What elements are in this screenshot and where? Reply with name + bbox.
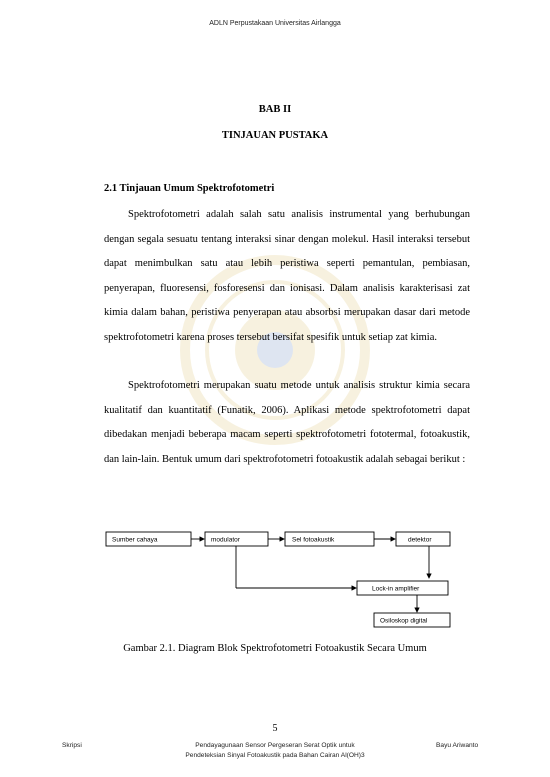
box-sumber-cahaya-label: Sumber cahaya <box>112 536 158 544</box>
box-lock-in-amplifier-label: Lock-in amplifier <box>372 585 420 593</box>
box-modulator-label: modulator <box>211 536 240 544</box>
box-modulator <box>205 532 268 546</box>
footer-center-line2: Pendeteksian Sinyal Fotoakustik pada Bahan Cairan Al(OH)3 <box>185 752 365 759</box>
section-heading: 2.1 Tinjauan Umum Spektrofotometri <box>104 183 275 194</box>
box-detektor <box>396 532 450 546</box>
box-sel-fotoakustik-label: Sel fotoakustik <box>292 536 335 544</box>
block-diagram <box>104 528 454 638</box>
chapter-label: BAB II <box>258 104 292 115</box>
footer-left: Skripsi <box>62 742 82 749</box>
box-osiloskop-digital <box>374 613 450 627</box>
footer-center-line1: Pendayagunaan Sensor Pergeseran Serat Optik untuk <box>195 742 355 749</box>
box-lock-in-amplifier <box>357 581 448 595</box>
page-header: ADLN Perpustakaan Universitas Airlangga <box>209 20 341 27</box>
footer-right: Bayu Ariwanto <box>436 742 479 749</box>
paragraph-1: Spektrofotometri adalah salah satu analisis instrumental yang berhubungan dengan segala sesuatu tentang interaksi sinar dengan molekul. Hasil interaksi tersebut dapat menimbulkan satu atau lebih peristiwa seperti pemantulan, pembiasan, penyerapan, fluoresensi, fosforesensi dan ionisasi. Dalam analisis karakterisasi zat kimia dalam bahan, peristiwa penyerapan atau absorbsi merupakan dasar dari metode spektrofotometri karena proses tersebut bersifat spesifik untuk setiap zat kimia. <box>104 209 470 343</box>
box-sumber-cahaya <box>106 532 191 546</box>
box-sel-fotoakustik <box>285 532 374 546</box>
box-detektor-label: detektor <box>408 536 432 544</box>
chapter-title: TINJAUAN PUSTAKA <box>221 130 329 141</box>
figure-caption: Gambar 2.1. Diagram Blok Spektrofotometri Fotoakustik Secara Umum <box>123 643 427 654</box>
paragraph-2: Spektrofotometri merupakan suatu metode untuk analisis struktur kimia secara kualitatif dan kuantitatif (Funatik, 2006). Aplikasi metode spektrofotometri dapat dibedakan menjadi beberapa macam seperti spektrofotometri fototermal, fotoakustik, dan lain-lain. Bentuk umum dari spektrofotometri fotoakustik adalah sebagai berikut : <box>104 380 470 465</box>
box-osiloskop-digital-label: Osiloskop digital <box>380 617 428 625</box>
page-number: 5 <box>272 723 278 734</box>
